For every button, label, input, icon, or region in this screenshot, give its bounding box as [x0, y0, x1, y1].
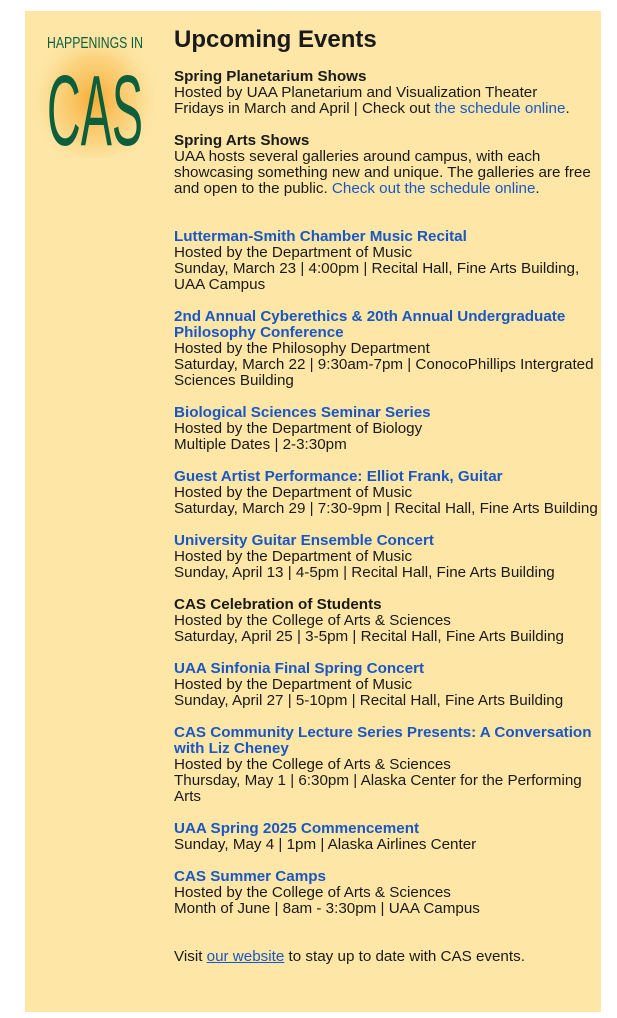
event-details: Month of June | 8am - 3:30pm | UAA Campus [174, 900, 480, 917]
event-item [174, 309, 604, 389]
event-title-link[interactable]: Guest Artist Performance: Elliot Frank, Guitar [174, 468, 503, 485]
event-details: Sunday, May 4 | 1pm | Alaska Airlines Center [174, 836, 477, 853]
event-item [174, 229, 604, 293]
event-item [174, 597, 604, 645]
event-item [174, 869, 604, 917]
event-item [174, 821, 604, 853]
event-host: Hosted by the Department of Music [174, 244, 413, 261]
event-host: Hosted by the College of Arts & Sciences [174, 612, 451, 629]
event-item [174, 533, 604, 581]
events-list [174, 229, 604, 917]
event-host: Hosted by the Philosophy Department [174, 340, 430, 357]
event-title-link[interactable]: Lutterman-Smith Chamber Music Recital [174, 228, 467, 245]
website-link[interactable]: our website [206, 948, 285, 965]
event-details: Saturday, March 22 | 9:30am-7pm | ConocoPhillips Intergrated Sciences Building [174, 356, 594, 389]
event-host: Hosted by the Department of Biology [174, 420, 423, 437]
event-details: Multiple Dates | 2-3:30pm [174, 436, 347, 453]
intro-title: Spring Arts Shows [174, 132, 310, 149]
schedule-link[interactable]: the schedule online [434, 100, 566, 117]
event-item [174, 405, 604, 453]
event-details: Saturday, March 29 | 7:30-9pm | Recital Hall, Fine Arts Building [174, 500, 598, 517]
page-title: Upcoming Events [174, 26, 377, 53]
event-item [174, 725, 604, 805]
event-title-link[interactable]: UAA Sinfonia Final Spring Concert [174, 660, 425, 677]
event-title-link[interactable]: 2nd Annual Cyberethics & 20th Annual Undergraduate Philosophy Conference [174, 308, 566, 341]
event-title-link[interactable]: Biological Sciences Seminar Series [174, 404, 431, 421]
event-host: Hosted by the Department of Music [174, 484, 413, 501]
intro-text: UAA hosts several galleries around campus, with each showcasing something new and unique. The galleries are free and open to the public. [174, 148, 591, 197]
event-details: Sunday, April 27 | 5-10pm | Recital Hall, Fine Arts Building [174, 692, 564, 709]
intro-title: Spring Planetarium Shows [174, 68, 367, 85]
intro-host: Hosted by UAA Planetarium and Visualization Theater [174, 84, 538, 101]
event-details: Thursday, May 1 | 6:30pm | Alaska Center for the Performing Arts [174, 772, 582, 805]
event-details: Sunday, April 13 | 4-5pm | Recital Hall, Fine Arts Building [174, 564, 555, 581]
event-title-link[interactable]: UAA Spring 2025 Commencement [174, 820, 420, 837]
event-host: Hosted by the College of Arts & Sciences [174, 756, 451, 773]
happenings-in-cas-logo [35, 28, 155, 158]
event-item [174, 661, 604, 709]
footer-text: Visit our website to stay up to date with CAS events. [174, 948, 525, 965]
arts-schedule-link[interactable]: Check out the schedule online [331, 180, 536, 197]
event-host: Hosted by the Department of Music [174, 548, 413, 565]
event-host: Hosted by the College of Arts & Sciences [174, 884, 451, 901]
logo-main-text: CAS [47, 55, 143, 158]
event-host: Hosted by the Department of Music [174, 676, 413, 693]
event-title-link[interactable]: CAS Community Lecture Series Presents: A Conversation with Liz Cheney [174, 724, 592, 757]
event-item [174, 469, 604, 517]
event-title-link[interactable]: University Guitar Ensemble Concert [174, 532, 434, 549]
intro-block-planetarium [174, 69, 604, 117]
event-details: Saturday, April 25 | 3-5pm | Recital Hall, Fine Arts Building [174, 628, 565, 645]
intro-block-arts: Spring Arts Shows UAA hosts several galleries around campus, with each showcasing something new and unique. The galleries are free and open to the public. Check out the schedule online. [174, 133, 604, 197]
event-title-link[interactable]: CAS Summer Camps [174, 868, 326, 885]
logo-top-text: HAPPENINGS IN [47, 35, 143, 52]
event-details: Sunday, March 23 | 4:00pm | Recital Hall, Fine Arts Building, UAA Campus [174, 260, 580, 293]
intro-details: Fridays in March and April | Check out the schedule online. [174, 100, 570, 117]
events-content [174, 24, 604, 965]
event-title: CAS Celebration of Students [174, 596, 382, 613]
